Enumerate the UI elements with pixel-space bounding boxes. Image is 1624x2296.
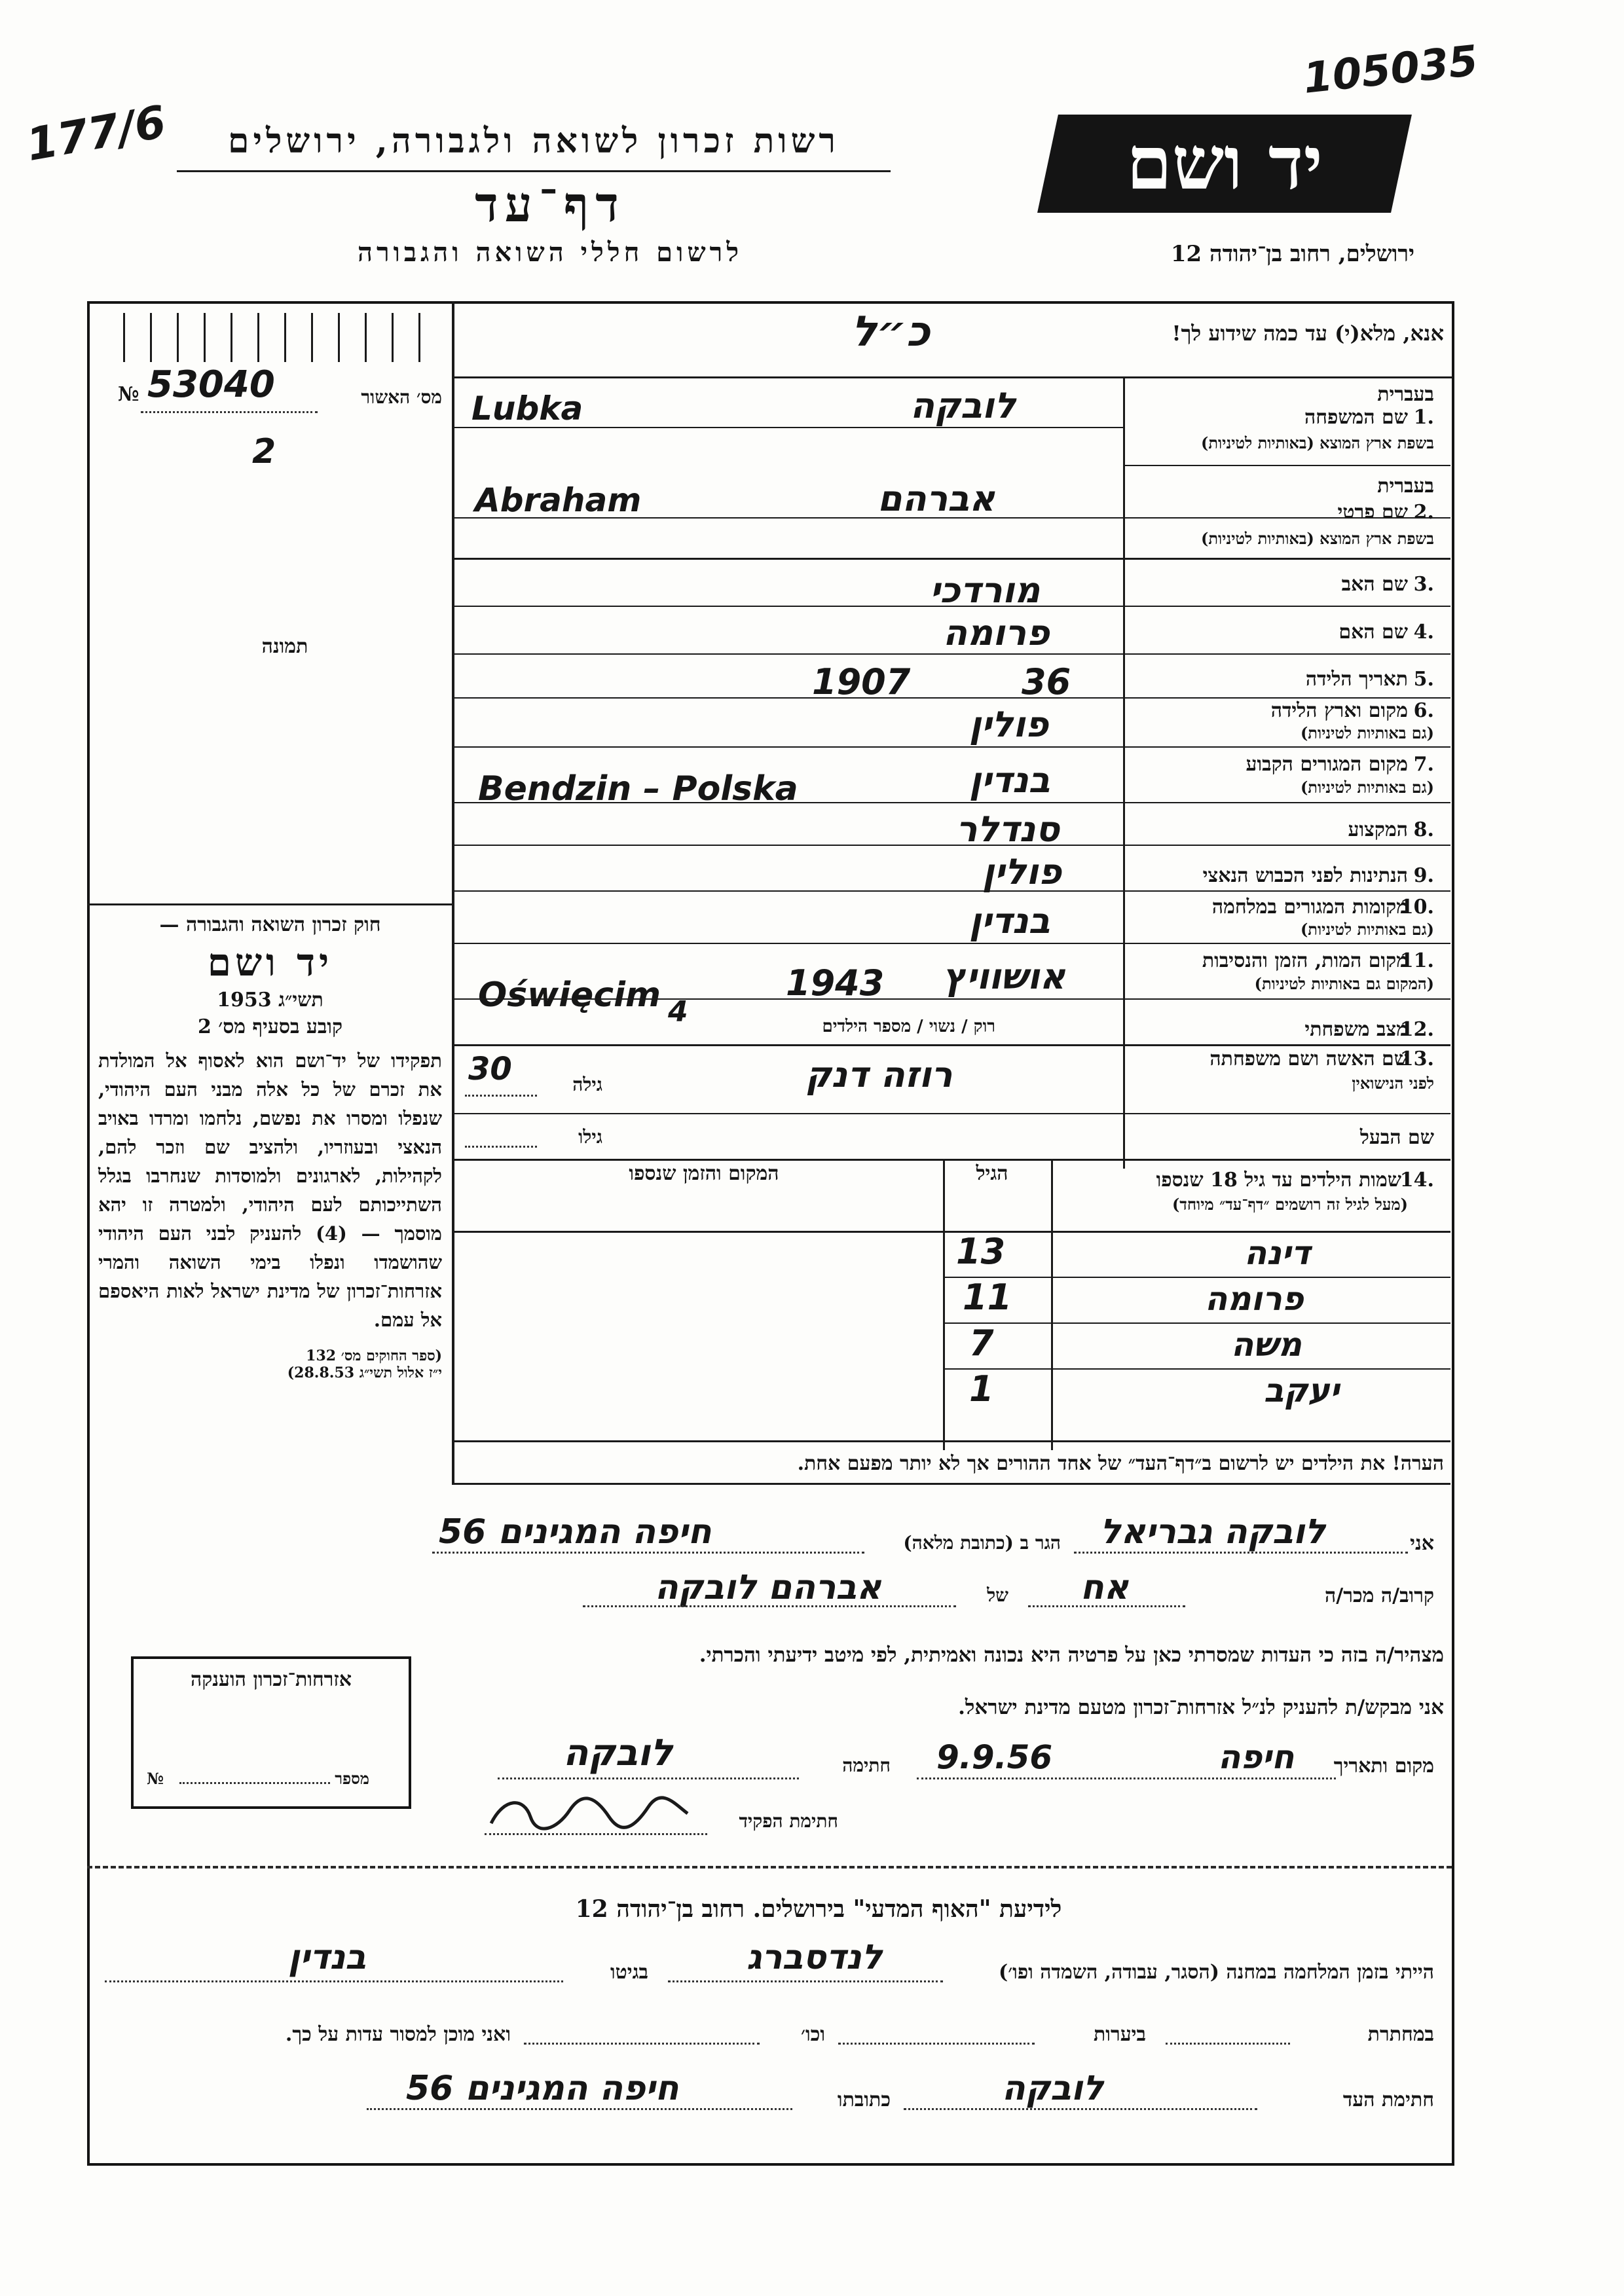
children-count: 4 <box>668 995 688 1029</box>
children-sub: (מעל לגיל זה רושמים ״דף־עד״ מיוחד) <box>1172 1195 1408 1214</box>
lang-label-hebrew-1: בעברית <box>1377 383 1434 406</box>
field-10-num: 10. <box>1399 896 1434 919</box>
field-1-num: 1. <box>1413 406 1434 429</box>
institute-line2-d: ואני מוכן למסור עדות על כך. <box>285 2023 511 2046</box>
field-6-label: מקום וארץ הלידה <box>1270 699 1408 722</box>
field-2-hebrew-value: אברהם <box>877 478 995 519</box>
institute-witness-sig: לובקה <box>1002 2069 1104 2108</box>
children-label: שמות הילדים עד גיל 18 שנספו <box>1156 1169 1401 1192</box>
registration-label: מס׳ האשור <box>361 386 442 408</box>
field-2-label: שם פרטי <box>1337 501 1408 524</box>
section-separator <box>87 1866 1452 1868</box>
field-5-num: 5. <box>1413 668 1434 691</box>
lang-label-hebrew-2: בעברית <box>1377 475 1434 498</box>
decl-signature-label: חתימה <box>842 1755 891 1776</box>
institute-line2-a: במחתרת <box>1367 2023 1434 2046</box>
citizenship-number-label: מספר <box>335 1769 369 1788</box>
decl-signature: לובקה <box>563 1732 673 1774</box>
registration-number: 53040 <box>147 363 275 406</box>
decl-i-label: אני <box>1410 1532 1434 1555</box>
law-year: תשי״ג 1953 <box>217 989 323 1011</box>
field-1-sub: בשפת ארץ המוצא (באותיות לטיניות) <box>1201 433 1434 452</box>
law-section: קובע בסעיף מס׳ 2 <box>197 1015 343 1038</box>
children-num: 14. <box>1399 1169 1434 1192</box>
form-title: דף־עד <box>475 177 625 233</box>
institute-line2-b: ביערות <box>1093 2023 1146 2046</box>
law-text: תפקידו של יד־ושם הוא לאסוף אל המולדת את זכרם של כל אלה מבני העם היהודי, שנפלו ומסרו את נפשם, נלחמו ומרדו באויב הנאצי ובעוזריו, ולהציב שם וזכר להם, לקהילות, לארגונים ולמוסדות שנחרבו בגלל השתייכותם לעם היהודי, ולמטרה זו יהא מוסמך — (4) להעניק לבני העם היהודי שהושמדו ונפלו בימי השואה והמרי אזרחות־זכרון של מדינת ישראל לאות היאספם אל עמם. <box>98 1049 442 1331</box>
citizenship-box <box>131 1656 411 1809</box>
institute-camp: לנדסברג <box>747 1938 883 1977</box>
corner-mark: 177/6 <box>22 96 170 172</box>
decl-request: אני מבקש/ת להעניק לנ״ל אזרחות־זכרון מטעם מדינת ישראל. <box>958 1696 1444 1719</box>
law-block <box>98 913 442 1381</box>
field-13-num: 13. <box>1399 1048 1434 1070</box>
institute-address: חיפה המגינים 56 <box>406 2069 679 2108</box>
law-ref2: י״ז אלול תשי״ג 28.8.53) <box>287 1364 442 1381</box>
decl-place: חיפה <box>1218 1738 1295 1776</box>
institute-ghetto-label: בגיטו <box>610 1961 648 1984</box>
field-8-num: 8. <box>1413 818 1434 841</box>
field-5-value: 36 <box>1022 661 1071 702</box>
decl-declarant-name: לובקה גבריאל <box>1100 1512 1326 1552</box>
field-5-label: תאריך הלידה <box>1305 668 1408 691</box>
marital-options: רוק / נשוי / מספר הילדים <box>822 1017 995 1036</box>
institute-witness-label: חתימת העד <box>1342 2088 1434 2111</box>
field-13-sub: לפני הנישואין <box>1352 1074 1434 1093</box>
decl-statement: מצהיר/ה בזה כי העדות שמסרתי כאן על פרטיה היא נכונה ואמיתית, לפי מיטב ידיעתי והכרתי. <box>699 1643 1444 1667</box>
field-7-hebrew-value: בנדין <box>969 759 1050 801</box>
child-name: דינה <box>1244 1234 1311 1272</box>
law-ref1: (ספר החוקים מס׳ 132 <box>306 1347 442 1364</box>
yad-vashem-logo <box>1037 115 1412 213</box>
field-10-value: בנדין <box>969 900 1050 941</box>
citizenship-prefix: № <box>147 1769 164 1788</box>
field-3-value: מורדכי <box>930 570 1041 611</box>
field-1-hebrew-value: לובקה <box>910 385 1016 426</box>
citizenship-title: אזרחות־זכרון הוענקה <box>190 1668 352 1691</box>
children-place-header: המקום והזמן שנספו <box>629 1162 779 1185</box>
field-7-sub: (גם באותיות לטיניות) <box>1300 778 1434 797</box>
field-5-year: 1907 <box>812 661 911 702</box>
field-2-num: 2. <box>1413 501 1434 524</box>
child-name: משה <box>1231 1326 1302 1364</box>
field-11-latin-value: Oświęcim <box>478 975 661 1015</box>
field-1-label: שם המשפחה <box>1304 406 1408 429</box>
field-6-sub: (גם באותיות לטיניות) <box>1300 723 1434 742</box>
field-9-label: הנתינות לפני הכבוש הנאצי <box>1202 864 1408 887</box>
decl-relation: אח <box>1080 1568 1129 1607</box>
child-age: 13 <box>956 1231 1006 1272</box>
children-age-header: הגיל <box>976 1162 1008 1185</box>
law-name: יד ושם <box>207 940 333 985</box>
field-9-value: פולין <box>982 851 1062 892</box>
field-4-num: 4. <box>1413 621 1434 644</box>
instruction-mark: כ״ל <box>851 308 931 356</box>
wife-age-value: 30 <box>468 1051 512 1087</box>
photo-label: תמונה <box>261 635 308 658</box>
field-2-latin-value: Abraham <box>475 481 642 519</box>
header-address: ירושלים, רחוב בן־יהודה 12 <box>1170 241 1414 267</box>
field-1-latin-value: Lubka <box>471 390 583 428</box>
institute-ghetto: בנדין <box>288 1938 367 1977</box>
field-12-num: 12. <box>1399 1018 1434 1041</box>
field-10-label: מקומות המגורים במלחמה <box>1211 896 1408 919</box>
field-13-label: שם האשה ושם משפחתה <box>1209 1048 1408 1070</box>
child-name: פרומה <box>1205 1280 1304 1318</box>
field-3-num: 3. <box>1413 573 1434 596</box>
field-3-label: שם האב <box>1341 573 1408 596</box>
institute-line2-c: וכו׳ <box>801 2023 825 2046</box>
field-2-sub: בשפת ארץ המוצא (באותיות לטיניות) <box>1201 529 1434 548</box>
institute-line1: הייתי בזמן המלחמה במחנה (הסגר, עבודה, השמדה ופו׳) <box>999 1961 1434 1984</box>
decl-address: חיפה המגינים 56 <box>439 1512 712 1552</box>
child-age: 11 <box>963 1277 1012 1318</box>
field-11-year: 1943 <box>786 962 885 1004</box>
decl-residing-label: הגר ב (כתובת מלאה) <box>903 1532 1061 1554</box>
registration-prefix: № <box>118 383 139 406</box>
field-12-label: מצב משפחתי <box>1304 1018 1408 1041</box>
field-11-hebrew-value: אושוויץ <box>943 956 1065 997</box>
registration-sub: 2 <box>252 432 276 471</box>
institute-title: לידיעת "האוף המדעי" בירושלים. רחוב בן־יהודה 12 <box>575 1895 1062 1923</box>
field-8-value: סנדלר <box>956 809 1060 850</box>
field-7-label: מקום המגורים הקבוע <box>1246 753 1408 776</box>
child-name: יעקב <box>1264 1372 1340 1410</box>
logo-text: יד ושם <box>1126 120 1323 206</box>
field-4-value: פרומה <box>943 612 1050 653</box>
wife-age-label: גילה <box>572 1074 602 1095</box>
decl-official-label: חתימת הפקיד <box>739 1810 838 1832</box>
field-9-num: 9. <box>1413 864 1434 887</box>
child-age: 7 <box>969 1322 994 1364</box>
field-11-num: 11. <box>1399 949 1434 972</box>
child-age: 1 <box>969 1368 994 1410</box>
registration-ticks <box>98 313 439 362</box>
field-11-sub: (המקום גם באותיות לטיניות) <box>1254 974 1434 993</box>
field-7-num: 7. <box>1413 753 1434 776</box>
institute-address-label: כתובתו <box>837 2088 891 2111</box>
decl-date: 9.9.56 <box>936 1738 1053 1776</box>
field-4-label: שם האם <box>1338 621 1408 644</box>
law-title: חוק זכרון השואה והגבורה — <box>159 913 381 936</box>
decl-relative-label: קרוב/ה מכר/ה <box>1325 1584 1434 1607</box>
form-subtitle: לרשום חללי השואה והגבורה <box>357 237 743 268</box>
stamp-number: 105035 <box>1301 37 1481 103</box>
decl-of-label: של <box>987 1584 1008 1606</box>
field-10-sub: (גם באותיות לטיניות) <box>1300 920 1434 939</box>
header-org: רשות זכרון לשואה ולגבורה, ירושלים <box>228 121 840 161</box>
decl-place-date-label: מקום ותאריך <box>1333 1755 1434 1777</box>
children-note: הערה! את הילדים יש לרשום ב״דף־העד״ של אחד ההורים אך לא יותר מפעם אחת. <box>797 1452 1444 1475</box>
field-7-latin-value: Bendzin – Polska <box>478 769 798 809</box>
field-13-value: רוזה דנק <box>805 1054 953 1095</box>
official-signature <box>485 1791 694 1836</box>
decl-of-name: אברהם לובקה <box>655 1568 881 1607</box>
husband-label: שם הבעל <box>1359 1126 1434 1149</box>
field-6-num: 6. <box>1413 699 1434 722</box>
husband-age-label: גילו <box>578 1126 602 1148</box>
field-6-value: פולין <box>969 704 1049 745</box>
field-11-label: מקום המות, הזמן והנסיבות <box>1202 949 1408 972</box>
instruction: אנא, מלא(י) עד כמה שידוע לך! <box>1172 321 1444 346</box>
field-8-label: המקצוע <box>1348 818 1408 841</box>
